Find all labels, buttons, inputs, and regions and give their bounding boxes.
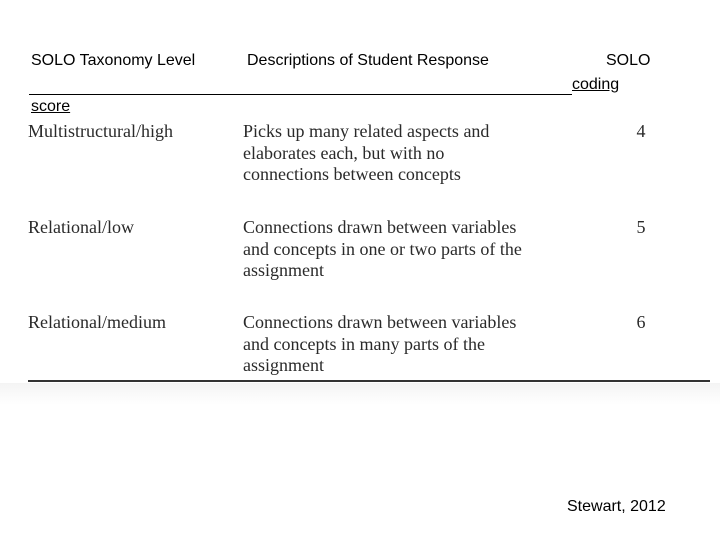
row-description bbox=[243, 217, 563, 282]
description-line: connections between concepts bbox=[243, 164, 461, 184]
description-line: Connections drawn between variables bbox=[243, 312, 517, 332]
header-description-label: Descriptions of Student Response bbox=[247, 52, 489, 69]
row-description bbox=[243, 312, 563, 377]
header-coding-label-line2: coding bbox=[572, 76, 620, 93]
row-level: Multistructural/high bbox=[28, 121, 173, 141]
scan-shadow bbox=[0, 383, 720, 405]
header-level-label: SOLO Taxonomy Level bbox=[31, 52, 196, 69]
description-line: Picks up many related aspects and bbox=[243, 121, 490, 141]
description-line: Connections drawn between variables bbox=[243, 217, 517, 237]
header-score-label: score bbox=[31, 98, 71, 115]
citation: Stewart, 2012 bbox=[567, 498, 666, 515]
description-line: and concepts in many parts of the bbox=[243, 333, 485, 354]
description-line: assignment bbox=[243, 355, 324, 375]
header-rule bbox=[29, 94, 572, 95]
row-code: 4 bbox=[636, 121, 646, 141]
row-description bbox=[243, 121, 563, 186]
header-coding-label-line1: SOLO bbox=[606, 52, 651, 69]
row-level: Relational/medium bbox=[28, 312, 166, 332]
row-code: 6 bbox=[636, 312, 646, 332]
table-bottom-rule bbox=[28, 380, 710, 382]
row-code: 5 bbox=[636, 217, 646, 237]
description-line: and concepts in one or two parts of the bbox=[243, 238, 522, 259]
row-level: Relational/low bbox=[28, 217, 134, 237]
description-line: assignment bbox=[243, 260, 324, 280]
description-line: elaborates each, but with no bbox=[243, 142, 445, 163]
